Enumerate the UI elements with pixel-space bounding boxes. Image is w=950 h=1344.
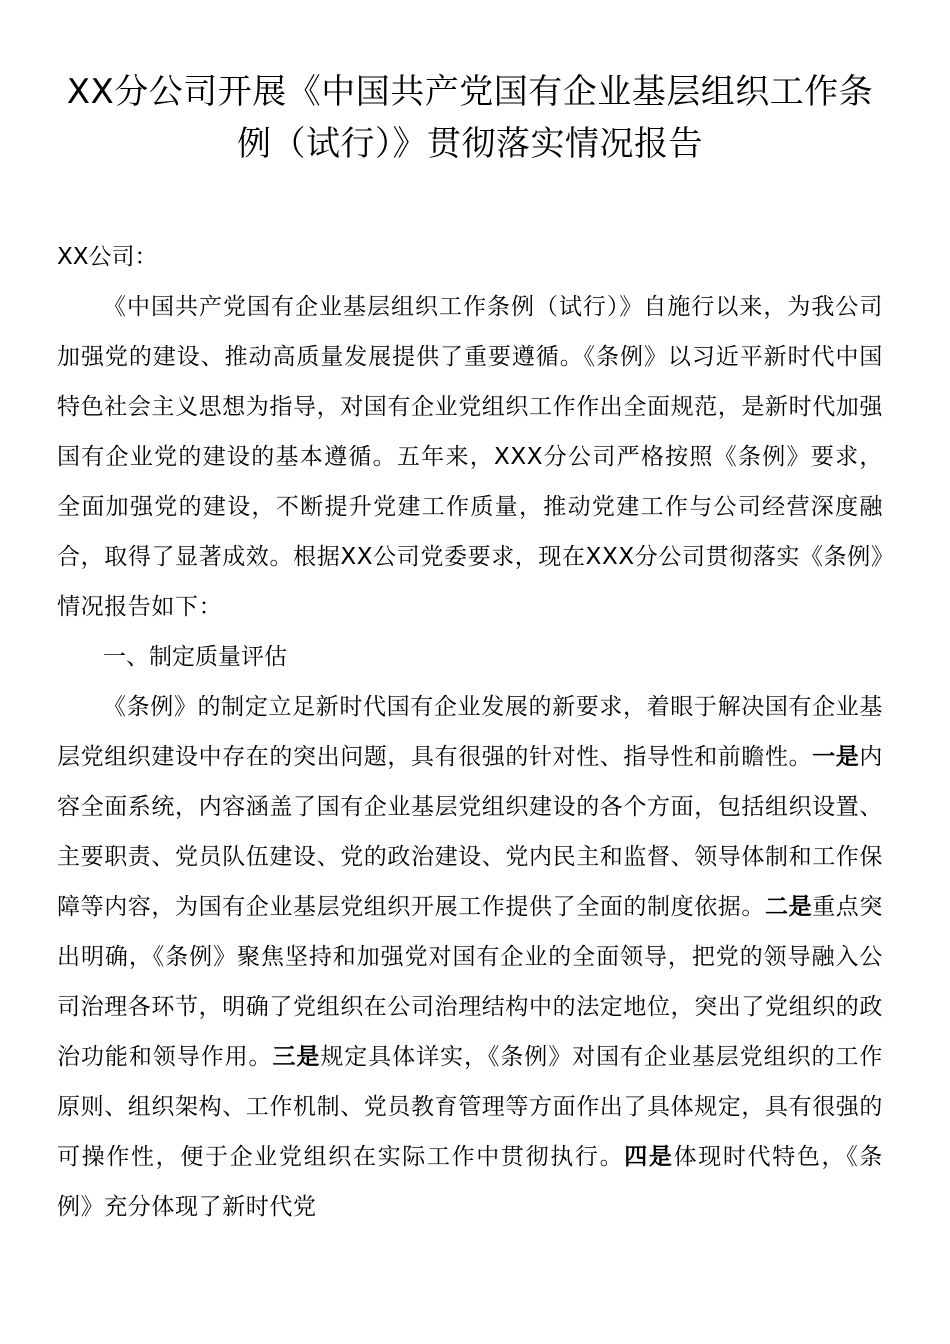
document-page [57, 66, 883, 1232]
point-label-2: 二是 [765, 894, 813, 920]
document-title: XX分公司开展《中国共产党国有企业基层组织工作条例（试行）》贯彻落实情况报告 [66, 72, 874, 164]
point-text-2: 重点突出明确，《条例》聚焦坚持和加强党对国有企业的全面领导，把党的领导融入公司治理各环节，明确了党组织在公司治理结构中的法定地位，突出了党组织的政治功能和领导作用。 [57, 894, 884, 1070]
point-text-3: 规定具体详实，《条例》对国有企业基层党组织的工作原则、组织架构、工作机制、党员教育管理等方面作出了具体规定，具有很强的可操作性，便于企业党组织在实际工作中贯彻执行。 [57, 1044, 884, 1170]
point-label-3: 三是 [272, 1044, 321, 1070]
section-heading: 一、制定质量评估 [103, 644, 287, 670]
intro-paragraph: 《中国共产党国有企业基层组织工作条例（试行）》自施行以来，为我公司加强党的建设、推动高质量发展提供了重要遵循。《条例》以习近平新时代中国特色社会主义思想为指导，对国有企业党组织工作作出全面规范，是新时代加强国有企业党的建设的基本遵循。五年来，XXX分公司严格按照《条例》要求，全面加强党的建设，不断提升党建工作质量，推动党建工作与公司经营深度融合，取得了显著成效。根据XX公司党委要求，现在XXX分公司贯彻落实《条例》情况报告如下： [57, 294, 883, 620]
paragraph-lead: 《条例》的制定立足新时代国有企业发展的新要求，着眼于解决国有企业基层党组织建设中存在的突出问题，具有很强的针对性、指导性和前瞻性。 [57, 694, 883, 770]
section-paragraph [57, 682, 883, 1232]
point-text-1: 内容全面系统，内容涵盖了国有企业基层党组织建设的各个方面，包括组织设置、主要职责、党员队伍建设、党的政治建设、党内民主和监督、领导体制和工作保障等内容，为国有企业基层党组织开展工作提供了全面的制度依据。 [57, 744, 884, 920]
point-label-4: 四是 [624, 1144, 674, 1170]
addressee: XX公司： [57, 244, 158, 270]
point-text-4: 体现时代特色，《条例》充分体现了新时代党 [57, 1144, 883, 1220]
point-label-1: 一是 [812, 744, 860, 770]
